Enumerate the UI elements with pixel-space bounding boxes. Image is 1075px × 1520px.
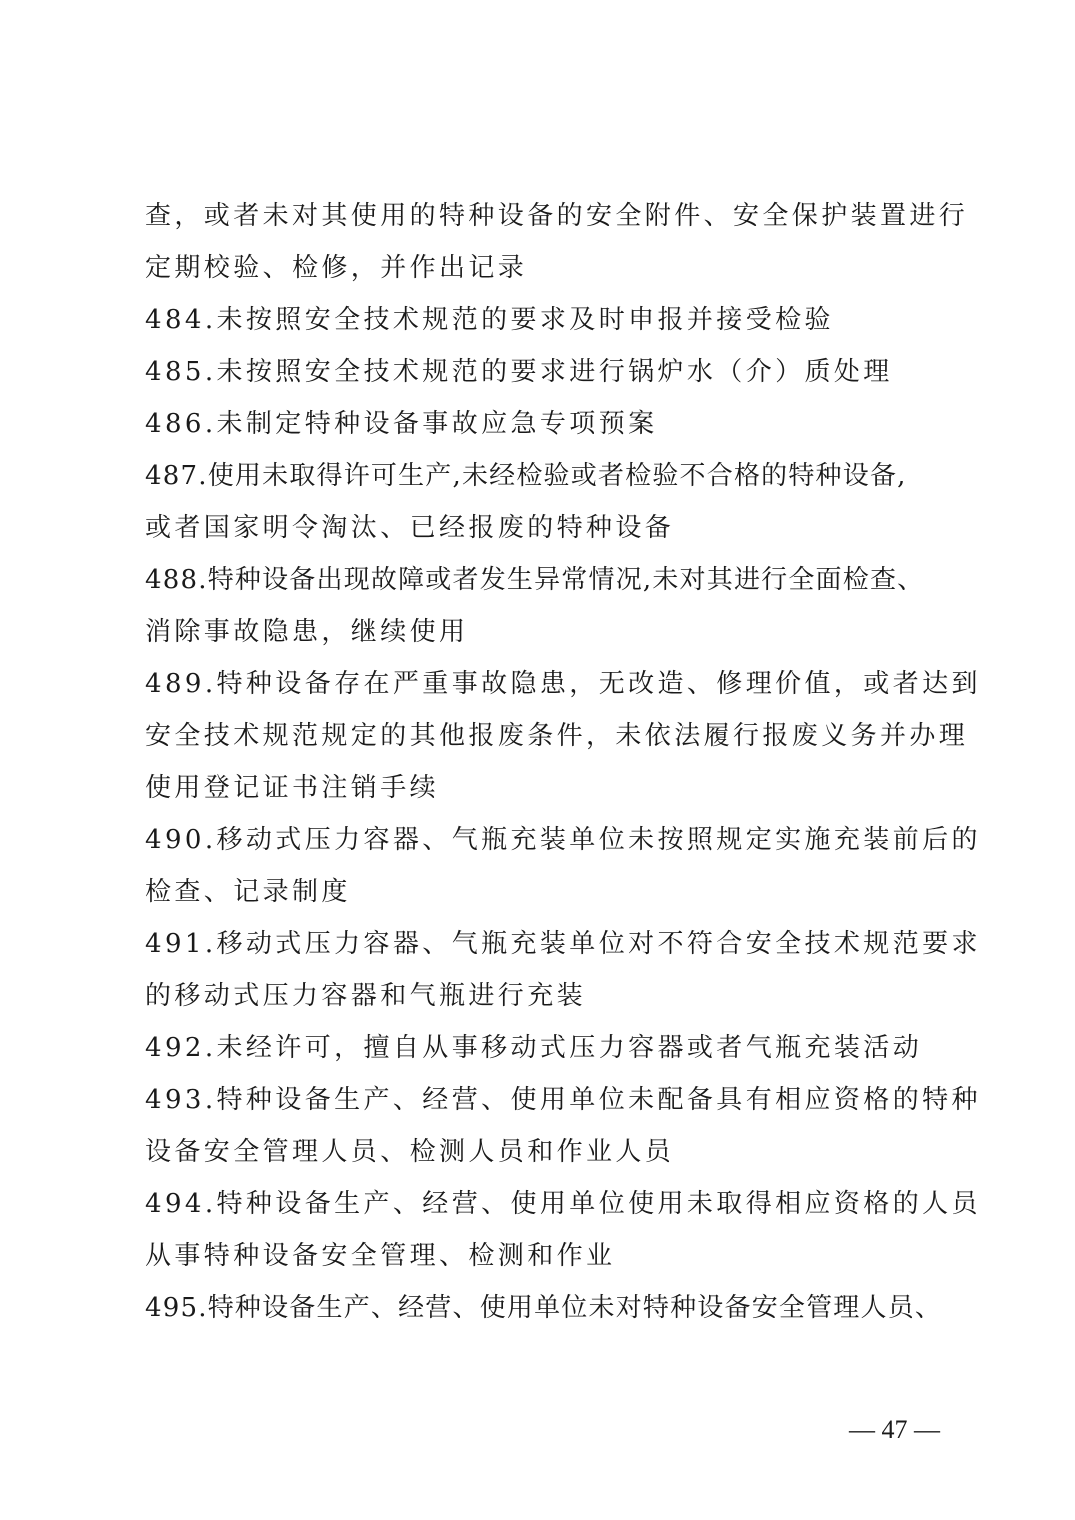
text-line: 495.特种设备生产、经营、使用单位未对特种设备安全管理人员、: [145, 1293, 943, 1323]
page-number: — 47 —: [849, 1415, 940, 1444]
text-line: 488.特种设备出现故障或者发生异常情况,未对其进行全面检查、: [145, 565, 925, 595]
text-line: 491.移动式压力容器、气瓶充装单位对不符合安全技术规范要求: [145, 929, 981, 959]
text-line: 消除事故隐患，继续使用: [145, 617, 469, 647]
text-line: 485.未按照安全技术规范的要求进行锅炉水（介）质处理: [145, 357, 893, 387]
text-line: 从事特种设备安全管理、检测和作业: [145, 1241, 616, 1271]
text-line: 492.未经许可，擅自从事移动式压力容器或者气瓶充装活动: [145, 1033, 923, 1063]
text-line: 检查、记录制度: [145, 877, 351, 907]
text-line: 或者国家明令淘汰、已经报废的特种设备: [145, 513, 675, 543]
text-line: 设备安全管理人员、检测人员和作业人员: [145, 1137, 675, 1167]
text-line: 493.特种设备生产、经营、使用单位未配备具有相应资格的特种: [145, 1085, 981, 1115]
text-line: 487.使用未取得许可生产,未经检验或者检验不合格的特种设备,: [145, 461, 907, 491]
text-line: 489.特种设备存在严重事故隐患，无改造、修理价值，或者达到: [145, 669, 981, 699]
text-line: 查，或者未对其使用的特种设备的安全附件、安全保护装置进行: [145, 201, 969, 231]
text-line: 定期校验、检修，并作出记录: [145, 253, 528, 283]
body-text: [145, 190, 981, 1334]
text-line: 494.特种设备生产、经营、使用单位使用未取得相应资格的人员: [145, 1189, 981, 1219]
text-line: 使用登记证书注销手续: [145, 773, 440, 803]
text-line: 的移动式压力容器和气瓶进行充装: [145, 981, 587, 1011]
text-line: 484.未按照安全技术规范的要求及时申报并接受检验: [145, 305, 834, 335]
text-line: 486.未制定特种设备事故应急专项预案: [145, 409, 658, 439]
text-line: 490.移动式压力容器、气瓶充装单位未按照规定实施充装前后的: [145, 825, 981, 855]
text-line: 安全技术规范规定的其他报废条件，未依法履行报废义务并办理: [145, 721, 969, 751]
